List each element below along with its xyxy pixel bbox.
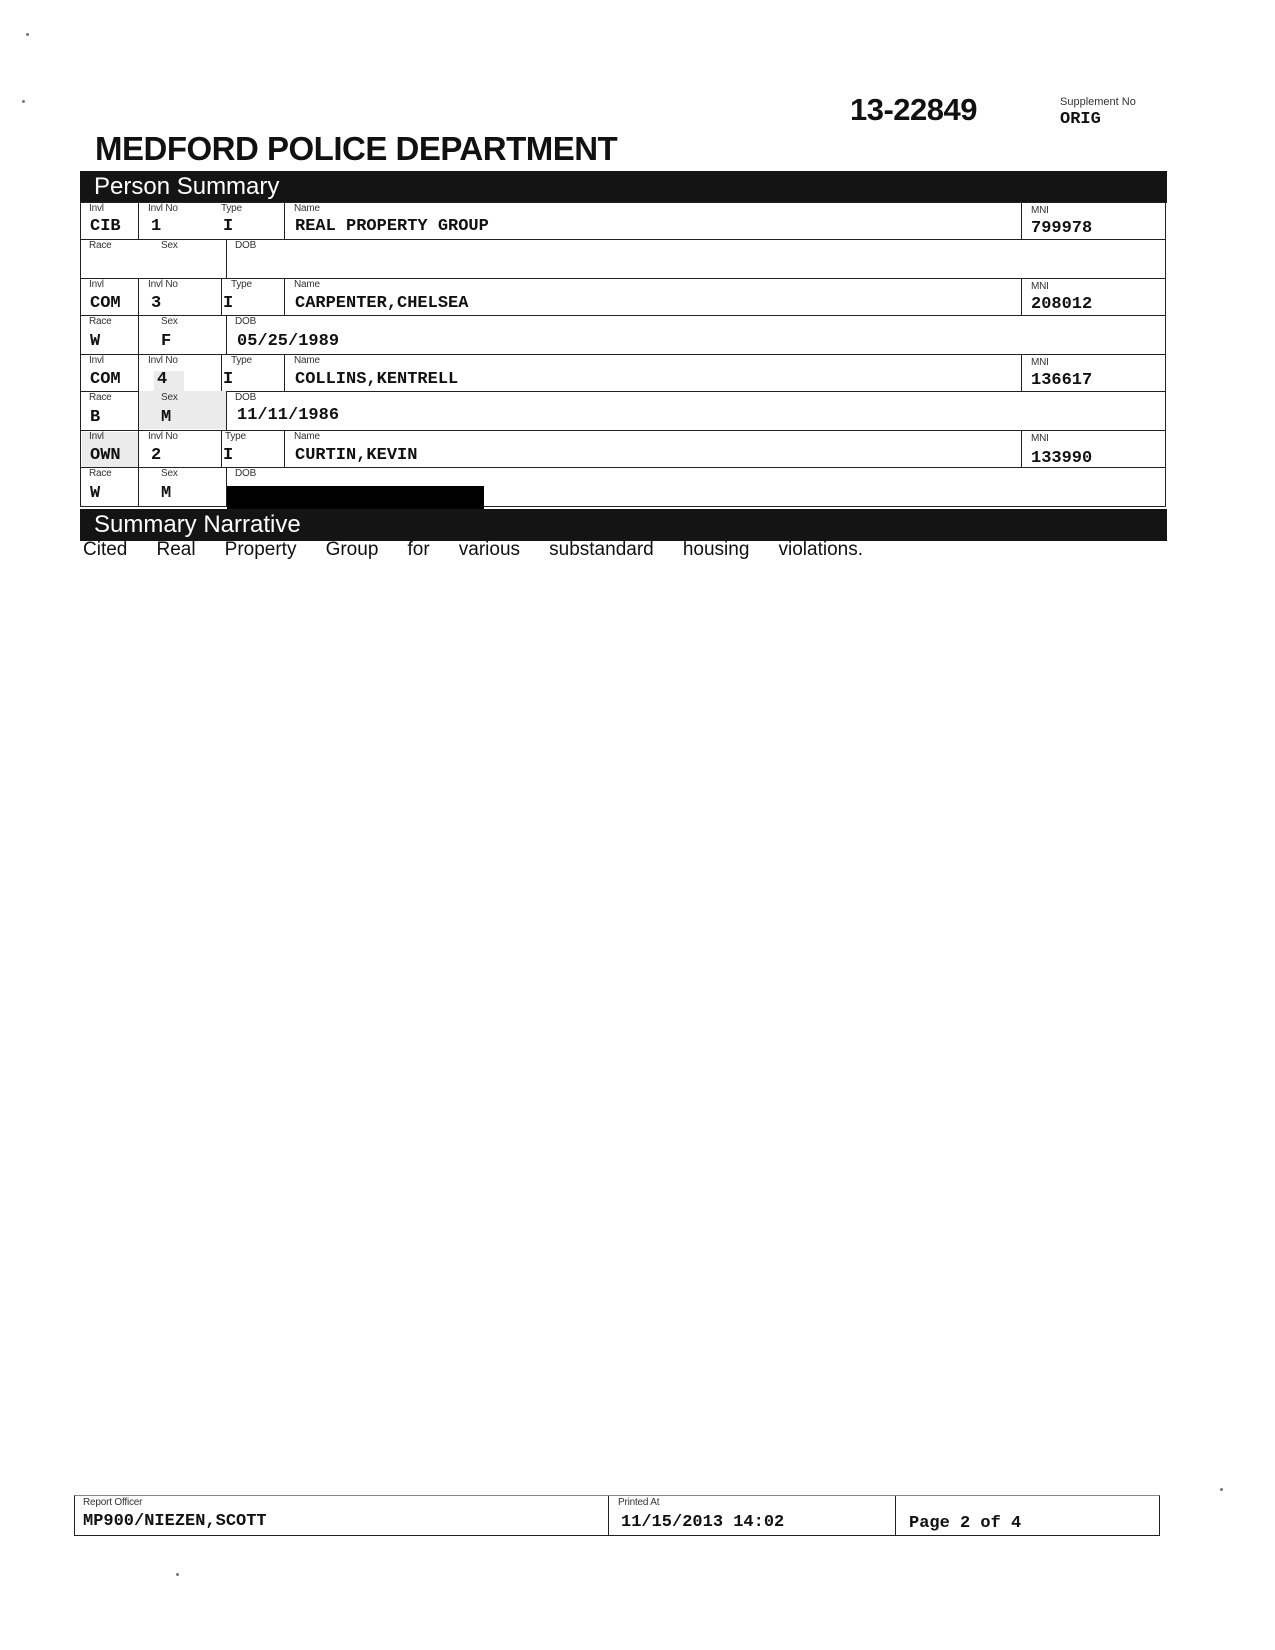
invl-no-value: 4 bbox=[157, 370, 168, 389]
name-label: Name bbox=[294, 355, 320, 366]
mni-label: MNI bbox=[1031, 205, 1049, 216]
mni-value: 208012 bbox=[1031, 295, 1093, 314]
summary-narrative-header bbox=[80, 509, 1167, 541]
invl-label: Invl bbox=[89, 431, 104, 442]
person-row-1-bottom bbox=[80, 239, 1166, 279]
report-officer-label: Report Officer bbox=[83, 1497, 143, 1508]
sex-label: Sex bbox=[161, 316, 178, 327]
race-label: Race bbox=[89, 240, 112, 251]
race-value: W bbox=[90, 484, 101, 503]
mni-value: 136617 bbox=[1031, 371, 1093, 390]
person-row-2-top bbox=[80, 278, 1166, 316]
dob-value: 05/25/1989 bbox=[237, 332, 340, 351]
sex-value: M bbox=[161, 408, 172, 427]
type-value: I bbox=[223, 446, 234, 465]
invl-label: Invl bbox=[89, 203, 104, 214]
mni-label: MNI bbox=[1031, 433, 1049, 444]
mni-label: MNI bbox=[1031, 281, 1049, 292]
type-value: I bbox=[223, 294, 234, 313]
dob-label: DOB bbox=[235, 316, 257, 327]
invl-no-value: 2 bbox=[151, 446, 162, 465]
printed-at-label: Printed At bbox=[618, 1497, 660, 1508]
race-value: B bbox=[90, 408, 101, 427]
person-name: COLLINS,KENTRELL bbox=[295, 370, 459, 389]
printed-at-value: 11/15/2013 14:02 bbox=[621, 1513, 785, 1532]
type-value: I bbox=[223, 370, 234, 389]
person-summary-title: Person Summary bbox=[94, 173, 280, 200]
invl-no-label: Invl No bbox=[148, 355, 178, 366]
summary-narrative-title: Summary Narrative bbox=[94, 511, 301, 538]
invl-no-value: 1 bbox=[151, 217, 162, 236]
person-row-4-top bbox=[80, 430, 1166, 468]
type-label: Type bbox=[225, 431, 246, 442]
sex-value: M bbox=[161, 484, 172, 503]
invl-no-label: Invl No bbox=[148, 203, 178, 214]
mni-value: 133990 bbox=[1031, 449, 1093, 468]
narrative-text: Cited Real Property Group for various substandard housing violations. bbox=[83, 539, 863, 560]
sex-cell-shade bbox=[139, 391, 226, 429]
name-label: Name bbox=[294, 203, 320, 214]
person-row-3-top bbox=[80, 354, 1166, 392]
person-name: CARPENTER,CHELSEA bbox=[295, 294, 469, 313]
person-summary-header bbox=[80, 171, 1167, 203]
race-label: Race bbox=[89, 316, 112, 327]
invl-value: OWN bbox=[90, 446, 121, 465]
type-label: Type bbox=[231, 279, 252, 290]
report-footer bbox=[74, 1495, 1160, 1536]
case-number: 13-22849 bbox=[850, 92, 978, 127]
race-label: Race bbox=[89, 392, 112, 403]
invl-no-label: Invl No bbox=[148, 431, 178, 442]
sex-value: F bbox=[161, 332, 172, 351]
type-value: I bbox=[223, 217, 234, 236]
invl-no-value: 3 bbox=[151, 294, 162, 313]
supplement-label: Supplement No bbox=[1060, 96, 1136, 108]
scan-speck bbox=[22, 100, 25, 103]
name-label: Name bbox=[294, 431, 320, 442]
report-officer-value: MP900/NIEZEN,SCOTT bbox=[83, 1512, 267, 1531]
person-row-3-bottom bbox=[80, 391, 1166, 431]
sex-label: Sex bbox=[161, 240, 178, 251]
invl-label: Invl bbox=[89, 355, 104, 366]
page-number: Page 2 of 4 bbox=[909, 1514, 1022, 1533]
person-row-2-bottom bbox=[80, 315, 1166, 355]
name-label: Name bbox=[294, 279, 320, 290]
type-label: Type bbox=[221, 203, 242, 214]
race-value: W bbox=[90, 332, 101, 351]
supplement-value: ORIG bbox=[1060, 110, 1101, 129]
type-label: Type bbox=[231, 355, 252, 366]
invl-label: Invl bbox=[89, 279, 104, 290]
department-title: MEDFORD POLICE DEPARTMENT bbox=[95, 130, 618, 167]
dob-label: DOB bbox=[235, 468, 257, 479]
invl-value: COM bbox=[90, 370, 121, 389]
invl-value: COM bbox=[90, 294, 121, 313]
mni-value: 799978 bbox=[1031, 219, 1093, 238]
scan-speck bbox=[1220, 1488, 1223, 1491]
invl-no-label: Invl No bbox=[148, 279, 178, 290]
sex-label: Sex bbox=[161, 392, 178, 403]
dob-label: DOB bbox=[235, 392, 257, 403]
invl-value: CIB bbox=[90, 217, 121, 236]
dob-value: 11/11/1986 bbox=[237, 406, 340, 425]
person-name: CURTIN,KEVIN bbox=[295, 446, 418, 465]
scan-speck bbox=[176, 1573, 179, 1576]
scan-speck bbox=[26, 33, 29, 36]
person-row-1-top bbox=[80, 202, 1166, 240]
person-name: REAL PROPERTY GROUP bbox=[295, 217, 489, 236]
sex-label: Sex bbox=[161, 468, 178, 479]
mni-label: MNI bbox=[1031, 357, 1049, 368]
race-label: Race bbox=[89, 468, 112, 479]
dob-label: DOB bbox=[235, 240, 257, 251]
